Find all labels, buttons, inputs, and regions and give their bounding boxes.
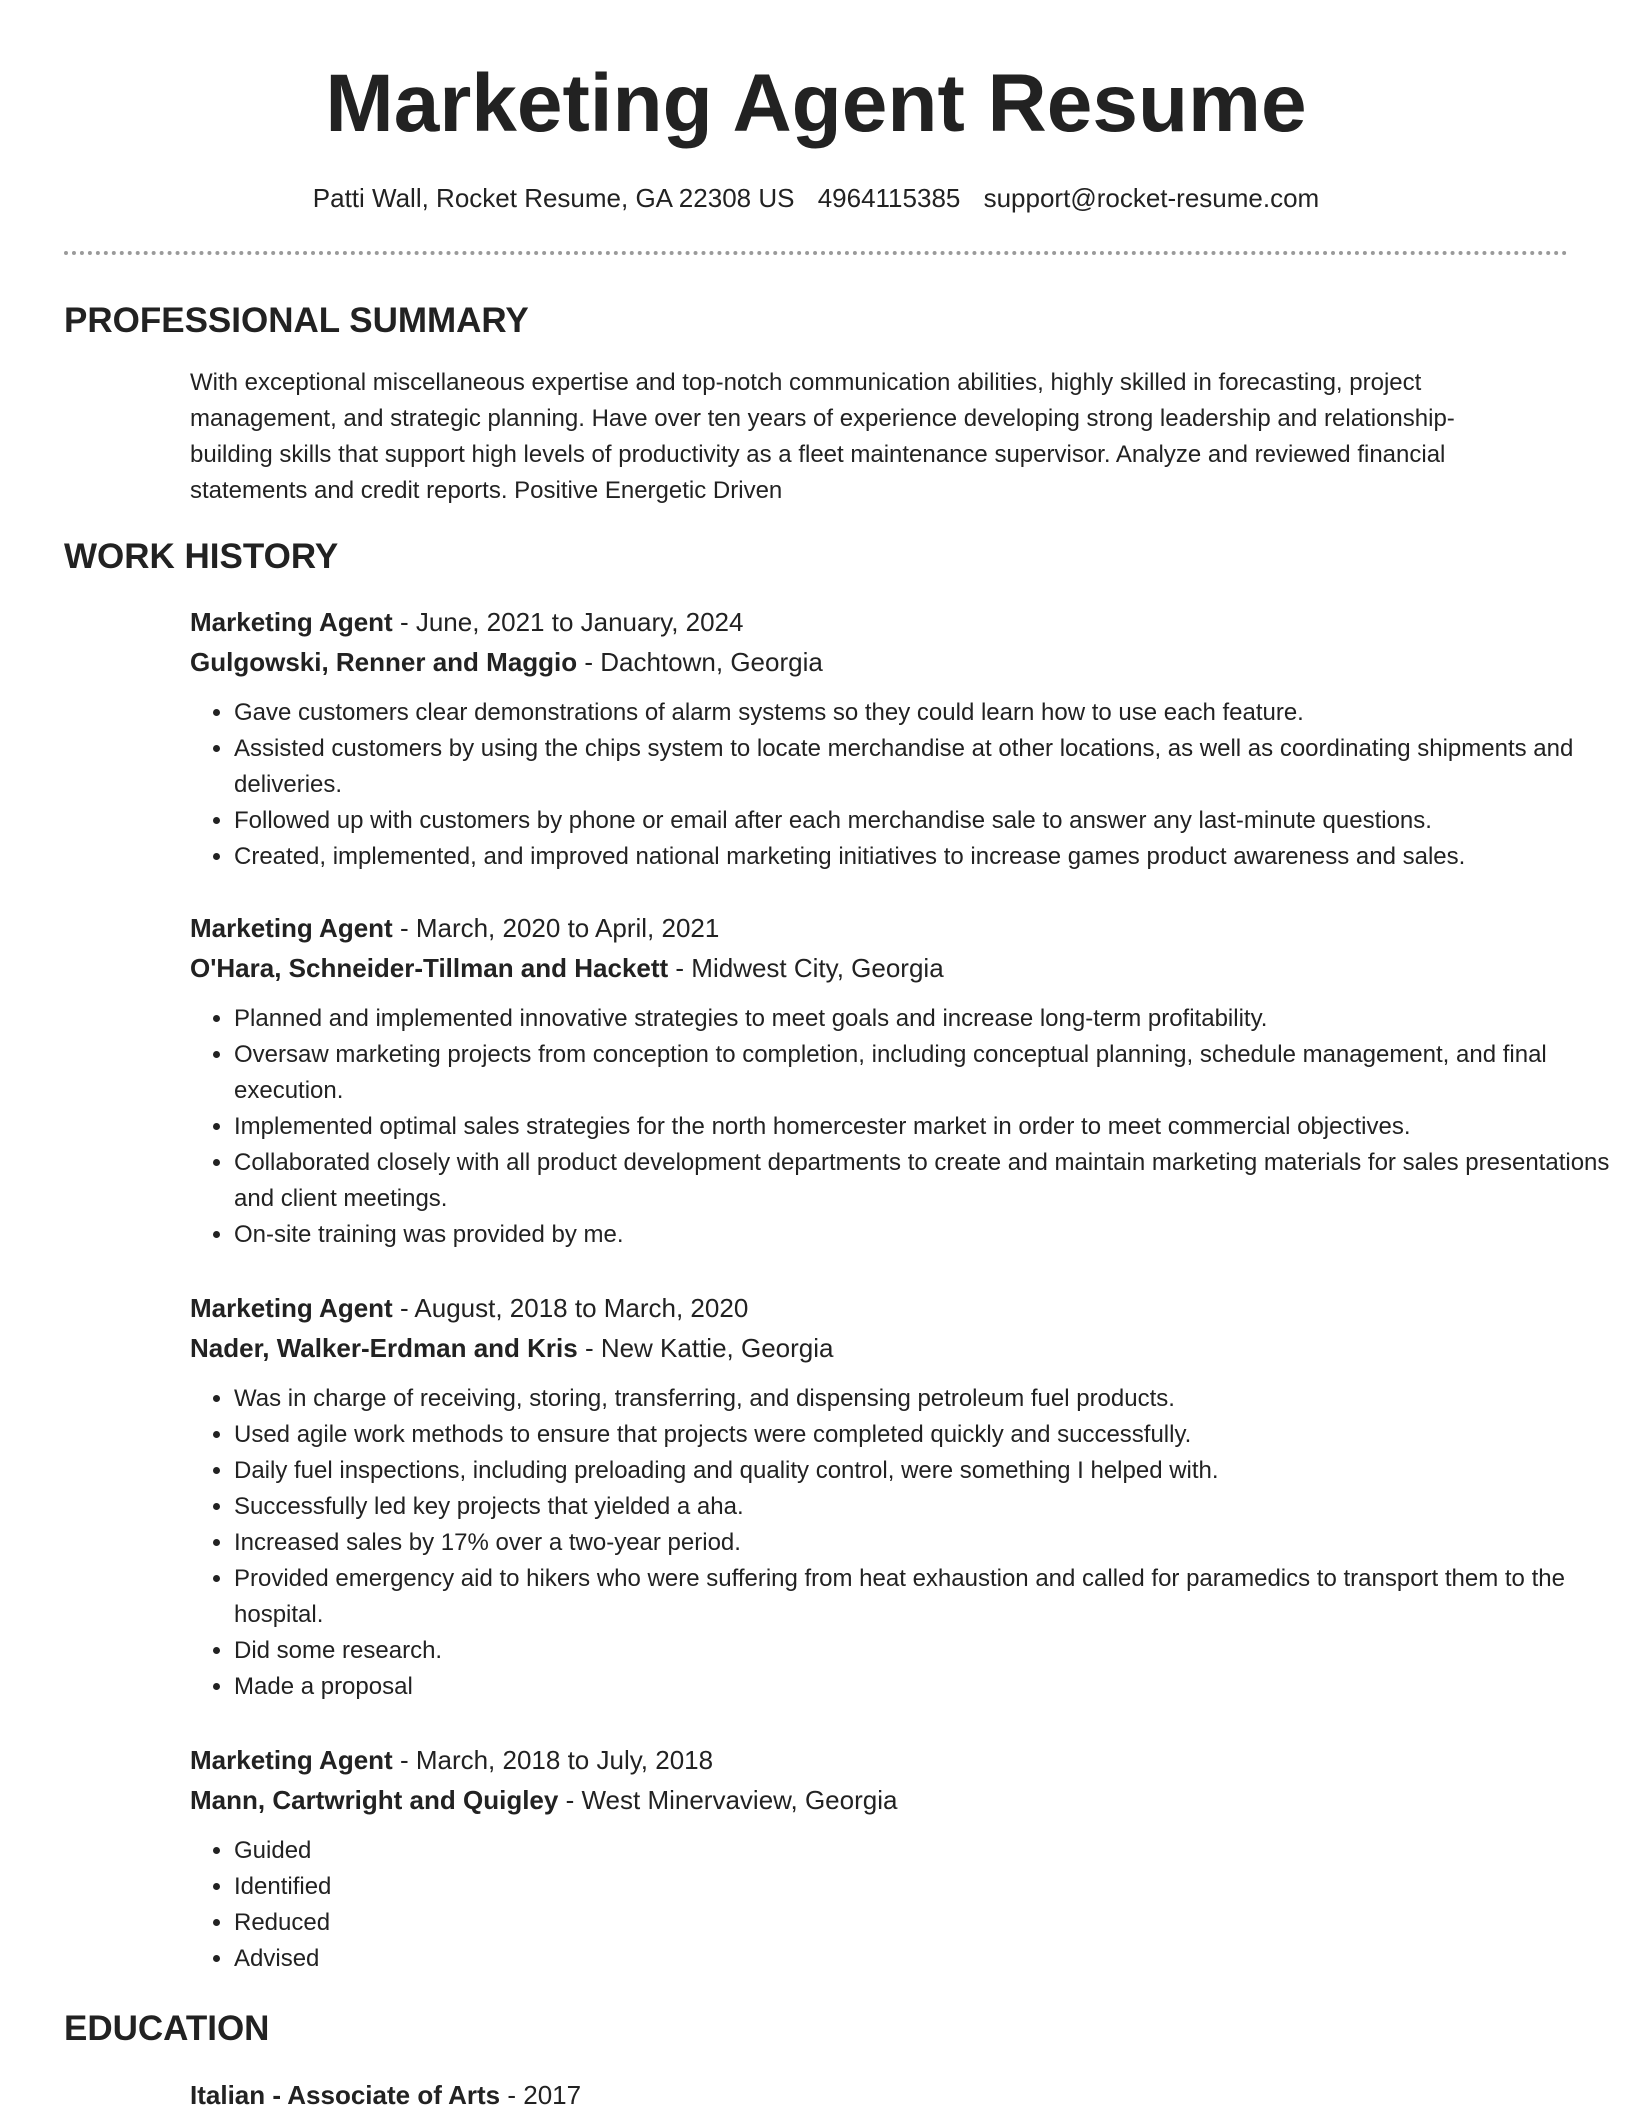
job-company: Mann, Cartwright and Quigley: [190, 1785, 559, 1815]
job-bullet: • Made a proposal: [234, 1669, 1614, 1705]
job-entry: [190, 1741, 1570, 1977]
job-dates: - March, 2020 to April, 2021: [392, 913, 720, 943]
job-title: Marketing Agent: [190, 1745, 393, 1775]
job-dates: - June, 2021 to January, 2024: [392, 607, 744, 637]
contact-address: Patti Wall, Rocket Resume, GA 22308 US: [312, 183, 795, 213]
job-bullet: • Created, implemented, and improved national marketing initiatives to increase games product awareness and sales.: [234, 839, 1614, 875]
education-entry: [190, 2076, 581, 2114]
summary-heading: PROFESSIONAL SUMMARY: [64, 301, 529, 340]
job-bullet: • Successfully led key projects that yielded a aha.: [234, 1489, 1614, 1525]
job-title: Marketing Agent: [190, 913, 393, 943]
header-divider: [64, 251, 1568, 255]
job-title-line: [190, 909, 1570, 947]
job-bullets: [190, 1381, 1614, 1705]
resume-title: Marketing Agent Resume: [325, 58, 1307, 149]
contact-line: [0, 180, 1632, 216]
job-company: Gulgowski, Renner and Maggio: [190, 647, 578, 677]
job-location: - New Kattie, Georgia: [577, 1333, 834, 1363]
job-bullet: • Assisted customers by using the chips system to locate merchandise at other locations, as well as coordinating shipments and deliveries.: [234, 731, 1614, 803]
job-bullet: • Followed up with customers by phone or email after each merchandise sale to answer any last-minute questions.: [234, 803, 1614, 839]
job-dates: - March, 2018 to July, 2018: [392, 1745, 714, 1775]
job-entry: [190, 1289, 1570, 1705]
job-dates: - August, 2018 to March, 2020: [392, 1293, 749, 1323]
job-bullet: • Was in charge of receiving, storing, transferring, and dispensing petroleum fuel products.: [234, 1381, 1614, 1417]
job-title-line: [190, 1289, 1570, 1327]
job-location: - West Minervaview, Georgia: [558, 1785, 898, 1815]
work-history-heading: WORK HISTORY: [64, 537, 339, 576]
job-title: Marketing Agent: [190, 607, 393, 637]
job-entry: [190, 603, 1574, 875]
job-bullet: • Guided: [234, 1833, 1614, 1869]
job-bullet: • Used agile work methods to ensure that projects were completed quickly and successfully.: [234, 1417, 1614, 1453]
job-bullet: • On-site training was provided by me.: [234, 1217, 1614, 1253]
job-bullet: • Provided emergency aid to hikers who were suffering from heat exhaustion and called for paramedics to transport them to the hospital.: [234, 1561, 1614, 1633]
job-bullet: • Did some research.: [234, 1633, 1614, 1669]
job-company-line: [190, 949, 1570, 987]
job-location: - Midwest City, Georgia: [668, 953, 944, 983]
job-company: O'Hara, Schneider-Tillman and Hackett: [190, 953, 669, 983]
job-entry: [190, 909, 1610, 1253]
education-year: - 2017: [500, 2080, 582, 2110]
job-bullet: • Increased sales by 17% over a two-year period.: [234, 1525, 1614, 1561]
job-company-line: [190, 1781, 1570, 1819]
job-company: Nader, Walker-Erdman and Kris: [190, 1333, 578, 1363]
job-bullet: • Gave customers clear demonstrations of alarm systems so they could learn how to use each feature.: [234, 695, 1614, 731]
contact-email: support@rocket-resume.com: [983, 183, 1320, 213]
education-degree: Italian - Associate of Arts: [190, 2080, 501, 2110]
job-title: Marketing Agent: [190, 1293, 393, 1323]
job-company-line: [190, 1329, 1570, 1367]
job-bullet: • Reduced: [234, 1905, 1614, 1941]
contact-phone: 4964115385: [817, 183, 961, 213]
job-bullet: • Implemented optimal sales strategies for the north homercester market in order to meet commercial objectives.: [234, 1109, 1614, 1145]
summary-text: With exceptional miscellaneous expertise and top-notch communication abilities, highly skilled in forecasting, project management, and strategic planning. Have over ten years of experience developing strong leadership and relationship-building skills that support high levels of productivity as a fleet maintenance supervisor. Analyze and reviewed financial statements and credit reports. Positive Energetic Driven: [190, 369, 1455, 504]
job-title-line: [190, 1741, 1570, 1779]
job-bullets: [190, 1833, 1614, 1977]
job-bullet: • Daily fuel inspections, including preloading and quality control, were something I helped with.: [234, 1453, 1614, 1489]
job-location: - Dachtown, Georgia: [577, 647, 823, 677]
job-bullet: • Advised: [234, 1941, 1614, 1977]
job-title-line: [190, 603, 1570, 641]
job-company-line: [190, 643, 1570, 681]
education-heading: EDUCATION: [64, 2009, 270, 2048]
job-bullets: [190, 1001, 1614, 1253]
job-bullet: • Identified: [234, 1869, 1614, 1905]
job-bullet: • Planned and implemented innovative strategies to meet goals and increase long-term profitability.: [234, 1001, 1614, 1037]
job-bullet: • Oversaw marketing projects from conception to completion, including conceptual planning, schedule management, and final execution.: [234, 1037, 1614, 1109]
job-bullets: [190, 695, 1614, 875]
job-bullet: • Collaborated closely with all product development departments to create and maintain marketing materials for sales presentations and client meetings.: [234, 1145, 1614, 1217]
